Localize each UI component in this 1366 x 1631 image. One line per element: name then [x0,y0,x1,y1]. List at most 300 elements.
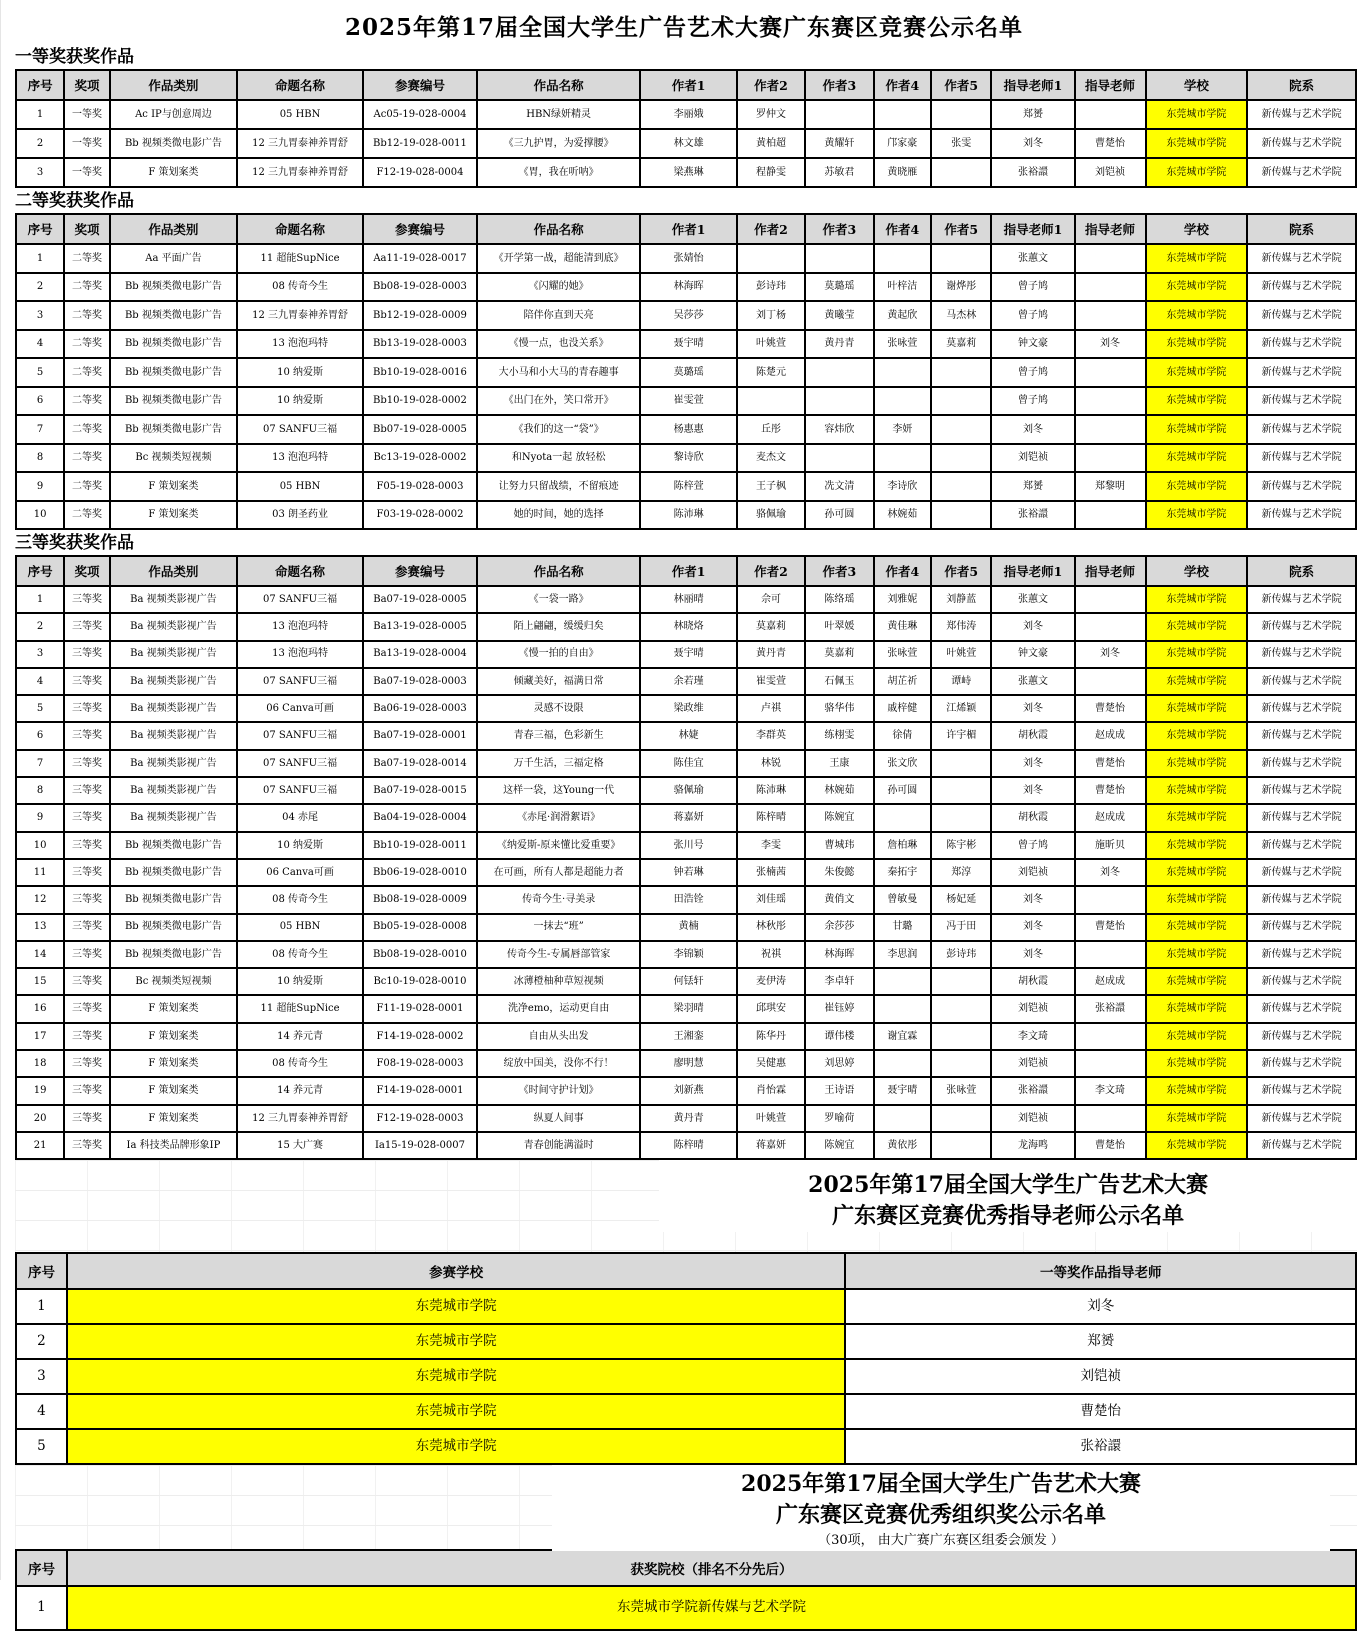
table-cell: 廖明慧 [640,1050,736,1077]
table-cell: Ia 科技类品牌形象IP [110,1132,237,1159]
table-cell: 洗净emo，运动更自由 [477,995,640,1022]
table-cell: 三等奖 [64,941,110,968]
award-table-3 [15,555,1357,1160]
table-cell [874,804,932,831]
table-cell: 新传媒与艺术学院 [1247,444,1356,473]
table-cell: Bb10-19-028-0016 [363,358,477,387]
table-cell: 新传媒与艺术学院 [1247,358,1356,387]
table-cell: F 策划案类 [110,1105,237,1132]
table-cell: 新传媒与艺术学院 [1247,941,1356,968]
column-header: 序号 [16,1550,67,1586]
school-cell: 东莞城市学院 [1146,777,1248,804]
table-cell: 一抹去“班” [477,914,640,941]
table-cell: 12 三九胃泰神养胃舒 [237,129,363,158]
table-cell: 钟文豪 [991,330,1074,359]
table-cell: 3 [16,301,64,330]
column-header: 院系 [1247,556,1356,586]
table-cell: 田浩铨 [640,886,736,913]
table-cell: 刘思婷 [805,1050,873,1077]
table-cell: 二等奖 [64,244,110,273]
table-cell: 她的时间，她的选择 [477,501,640,530]
table-cell: 聂宇晴 [640,641,736,668]
table-cell: 新传媒与艺术学院 [1247,472,1356,501]
org-award-title-line1: 2025年第17届全国大学生广告艺术大赛 [741,1471,1141,1498]
table-row [16,832,1356,859]
table-cell: 在可画，所有人都是超能力者 [477,859,640,886]
table-cell: 一等奖 [64,158,110,187]
org-award-table [15,1549,1357,1631]
table-cell: 三等奖 [64,995,110,1022]
table-cell: 4 [16,668,64,695]
table-cell: 刘冬 [991,750,1074,777]
school-cell: 东莞城市学院 [1146,859,1248,886]
table-cell: 曾子鸠 [991,387,1074,416]
table-cell [1075,886,1146,913]
table-cell: 林文雄 [640,129,736,158]
table-cell: 罗喻荷 [805,1105,873,1132]
table-cell: 11 超能SupNice [237,244,363,273]
table-cell: 自由从头出发 [477,1023,640,1050]
table-cell: Ba 视频类影视广告 [110,668,237,695]
table-cell [1075,273,1146,302]
table-cell: 07 SANFU三福 [237,777,363,804]
table-cell: 聂宇晴 [640,330,736,359]
table-cell: 15 大广赛 [237,1132,363,1159]
table-cell: 刘铠祯 [991,995,1074,1022]
column-header: 作者3 [805,214,873,244]
teacher-list-title-band [15,1160,1357,1252]
table-cell: 许宇楣 [931,722,991,749]
table-cell: 郑伟涛 [931,613,991,640]
table-cell: 2 [16,129,64,158]
table-cell: 03 朗圣药业 [237,501,363,530]
table-cell [805,387,873,416]
award-table-1 [15,69,1357,188]
table-cell: Bb 视频类微电影广告 [110,914,237,941]
table-cell: 新传媒与艺术学院 [1247,415,1356,444]
column-header: 作者5 [931,70,991,100]
table-cell: Ba13-19-028-0005 [363,613,477,640]
column-header: 指导老师 [1075,556,1146,586]
table-cell: 林婉茹 [805,777,873,804]
school-cell: 东莞城市学院 [67,1359,846,1394]
table-cell: 陈宇彬 [931,832,991,859]
table-cell: Bc13-19-028-0002 [363,444,477,473]
table-cell: 陈佳宜 [640,750,736,777]
table-cell: 何铥轩 [640,968,736,995]
column-header: 指导老师 [1075,214,1146,244]
table-cell: 龙海鸣 [991,1132,1074,1159]
school-cell: 东莞城市学院 [1146,995,1248,1022]
table-cell: 练栩雯 [805,722,873,749]
table-cell: 刘冬 [1075,641,1146,668]
table-cell: 骆佩瑜 [640,777,736,804]
table-cell: 冼文清 [805,472,873,501]
table-cell: 2 [16,613,64,640]
table-cell: 刘冬 [991,695,1074,722]
column-header: 一等奖作品指导老师 [845,1253,1356,1289]
table-cell: 三等奖 [64,668,110,695]
table-cell: 戚梓健 [874,695,932,722]
table-cell: 梁政维 [640,695,736,722]
column-header: 序号 [16,556,64,586]
table-cell: 08 传奇今生 [237,941,363,968]
table-cell: 刘冬 [991,914,1074,941]
table-cell: 王诗语 [805,1077,873,1104]
table-cell: 陈梓萱 [640,472,736,501]
teacher-list-title-line1: 2025年第17届全国大学生广告艺术大赛 [808,1172,1208,1199]
table-cell: 蒋嘉妍 [640,804,736,831]
table-cell: 新传媒与艺术学院 [1247,1105,1356,1132]
table-cell: 孙可圆 [805,501,873,530]
table-cell: 三等奖 [64,641,110,668]
school-cell: 东莞城市学院 [1146,1050,1248,1077]
table-cell: 9 [16,472,64,501]
table-cell: 三等奖 [64,613,110,640]
table-cell [874,1050,932,1077]
table-cell [931,444,991,473]
table-cell [931,472,991,501]
column-header: 作者2 [737,70,805,100]
school-cell: 东莞城市学院 [1146,641,1248,668]
table-cell: 张婧怡 [640,244,736,273]
table-cell: 张裕譞 [1075,995,1146,1022]
org-award-title-band [15,1465,1357,1549]
table-cell: 邝家豪 [874,129,932,158]
table-cell: 黎诗欣 [640,444,736,473]
table-cell: 三等奖 [64,1105,110,1132]
column-header: 作品类别 [110,214,237,244]
table-cell: 秦拓宇 [874,859,932,886]
table-cell: F14-19-028-0001 [363,1077,477,1104]
table-cell: 2 [16,1324,67,1359]
table-cell: 07 SANFU三福 [237,722,363,749]
table-cell: 李雯 [737,832,805,859]
table-cell: 麦伊涛 [737,968,805,995]
table-row [16,1359,1356,1394]
column-header: 指导老师1 [991,70,1074,100]
table-cell [1075,586,1146,613]
table-row [16,695,1356,722]
table-cell: F05-19-028-0003 [363,472,477,501]
table-cell: Ba 视频类影视广告 [110,804,237,831]
column-header: 作者1 [640,556,736,586]
table-row [16,129,1356,158]
table-cell: 三等奖 [64,1077,110,1104]
table-cell: 李妍 [874,415,932,444]
table-cell [931,387,991,416]
table-cell: 黄俏文 [805,886,873,913]
table-cell: 三等奖 [64,1050,110,1077]
table-cell: 林秋彤 [737,914,805,941]
table-cell: 倾藏美好，福满日常 [477,668,640,695]
table-cell: Bb 视频类微电影广告 [110,941,237,968]
column-header: 作者4 [874,70,932,100]
table-cell: 和Nyota一起 放轻松 [477,444,640,473]
table-row [16,1324,1356,1359]
school-cell: 东莞城市学院 [1146,695,1248,722]
column-header: 作者4 [874,556,932,586]
table-cell: 张楠茜 [737,859,805,886]
table-cell: 郑赟 [991,100,1074,129]
table-cell: 11 [16,859,64,886]
table-cell: 莫璐瑶 [805,273,873,302]
table-cell [1075,387,1146,416]
table-cell: 让努力只留战绩，不留痕迹 [477,472,640,501]
table-cell: 刘静蓝 [931,586,991,613]
school-cell: 东莞城市学院 [1146,941,1248,968]
table-cell: 肖怡霖 [737,1077,805,1104]
table-cell: 新传媒与艺术学院 [1247,1023,1356,1050]
table-row [16,668,1356,695]
table-cell: 二等奖 [64,472,110,501]
table-cell: 施昕贝 [1075,832,1146,859]
table-cell: 曾子鸠 [991,301,1074,330]
table-cell: Ba 视频类影视广告 [110,586,237,613]
table-cell: Bb 视频类微电影广告 [110,301,237,330]
school-cell: 东莞城市学院 [1146,1023,1248,1050]
table-cell: 《我们的这一“袋”》 [477,415,640,444]
table-cell: 刘冬 [991,777,1074,804]
table-cell: 新传媒与艺术学院 [1247,804,1356,831]
table-cell: F 策划案类 [110,472,237,501]
table-cell: 聂宇晴 [874,1077,932,1104]
column-header: 作者2 [737,556,805,586]
table-cell: 13 [16,914,64,941]
table-cell: 林海晖 [805,941,873,968]
school-cell: 东莞城市学院 [1146,668,1248,695]
table-cell: 江烯颖 [931,695,991,722]
table-cell: 1 [16,1289,67,1324]
table-cell: Bb 视频类微电影广告 [110,387,237,416]
table-cell: Bb 视频类微电影广告 [110,330,237,359]
table-row [16,273,1356,302]
table-cell: 张雯 [931,129,991,158]
school-cell: 东莞城市学院 [1146,330,1248,359]
table-cell: 陈梓晴 [640,1132,736,1159]
table-cell: 黄依彤 [874,1132,932,1159]
table-cell: 曾子鸠 [991,273,1074,302]
table-cell: 07 SANFU三福 [237,750,363,777]
table-row [16,158,1356,187]
table-cell: 二等奖 [64,358,110,387]
table-cell: 14 [16,941,64,968]
table-cell: 新传媒与艺术学院 [1247,641,1356,668]
table-cell: 新传媒与艺术学院 [1247,750,1356,777]
table-cell: 梁羽晴 [640,995,736,1022]
school-cell: 东莞城市学院 [1146,415,1248,444]
column-header: 院系 [1247,70,1356,100]
table-cell: 新传媒与艺术学院 [1247,501,1356,530]
table-cell: Ba 视频类影视广告 [110,722,237,749]
school-cell: 东莞城市学院新传媒与艺术学院 [67,1586,1356,1630]
table-cell: Ia15-19-028-0007 [363,1132,477,1159]
column-header: 序号 [16,1253,67,1289]
school-cell: 东莞城市学院 [1146,501,1248,530]
table-cell: 曹楚怡 [845,1394,1356,1429]
table-cell: 黄楠 [640,914,736,941]
table-cell: Bb 视频类微电影广告 [110,886,237,913]
school-cell: 东莞城市学院 [1146,273,1248,302]
table-cell: 林海晖 [640,273,736,302]
column-header: 作者1 [640,214,736,244]
table-cell: Ba04-19-028-0004 [363,804,477,831]
table-cell: 杨妃延 [931,886,991,913]
column-header: 获奖院校（排名不分先后） [67,1550,1356,1586]
table-cell: 张裕譞 [991,1077,1074,1104]
column-header: 参赛编号 [363,70,477,100]
column-header: 作品名称 [477,70,640,100]
table-cell: 绽放中国美，没你不行！ [477,1050,640,1077]
table-cell [1075,941,1146,968]
table-cell: F 策划案类 [110,995,237,1022]
column-header: 命题名称 [237,214,363,244]
table-cell: 7 [16,750,64,777]
table-cell: Bc10-19-028-0010 [363,968,477,995]
table-cell: 石佩玉 [805,668,873,695]
table-cell: 二等奖 [64,415,110,444]
page-title: 2025年第17届全国大学生广告艺术大赛广东赛区竞赛公示名单 [344,14,1024,41]
school-cell: 东莞城市学院 [1146,100,1248,129]
table-cell: 邱琪安 [737,995,805,1022]
table-row [16,859,1356,886]
table-row [16,100,1356,129]
table-cell: 14 养元青 [237,1077,363,1104]
table-cell: Ba06-19-028-0003 [363,695,477,722]
table-cell: 8 [16,777,64,804]
school-cell: 东莞城市学院 [1146,722,1248,749]
table-cell [1075,613,1146,640]
table-cell: 新传媒与艺术学院 [1247,301,1356,330]
org-award-title-line2: 广东赛区竞赛优秀组织奖公示名单 [775,1502,1106,1529]
table-cell: 程静雯 [737,158,805,187]
school-cell: 东莞城市学院 [1146,301,1248,330]
school-cell: 东莞城市学院 [1146,244,1248,273]
table-cell: 三等奖 [64,722,110,749]
table-cell: Bb 视频类微电影广告 [110,832,237,859]
table-cell: Bb13-19-028-0003 [363,330,477,359]
table-cell: Bb 视频类微电影广告 [110,859,237,886]
table-cell: 彭诗玮 [931,941,991,968]
table-cell: 刘铠祯 [991,1050,1074,1077]
table-cell [805,100,873,129]
table-row [16,804,1356,831]
table-cell: 曹楚怡 [1075,1132,1146,1159]
table-cell: 新传媒与艺术学院 [1247,995,1356,1022]
table-cell: 余若瑾 [640,668,736,695]
table-cell: 《时间守护计划》 [477,1077,640,1104]
table-cell: 3 [16,641,64,668]
table-row [16,330,1356,359]
school-cell: 东莞城市学院 [1146,1077,1248,1104]
column-header: 院系 [1247,214,1356,244]
table-cell: 苏敏君 [805,158,873,187]
table-row [16,1394,1356,1429]
table-cell: 郑赟 [845,1324,1356,1359]
table-cell: Bb10-19-028-0002 [363,387,477,416]
table-cell: 三等奖 [64,968,110,995]
table-cell [931,358,991,387]
table-cell: 张蕙文 [991,586,1074,613]
table-cell [931,1132,991,1159]
table-cell: F 策划案类 [110,158,237,187]
table-cell: 黄曦莹 [805,301,873,330]
table-cell: 传奇今生-专属唇部管家 [477,941,640,968]
table-cell: 林丽晴 [640,586,736,613]
table-cell: 曾敏曼 [874,886,932,913]
header-row [16,556,1356,586]
table-cell [1075,444,1146,473]
table-cell: 04 赤尾 [237,804,363,831]
table-cell [805,444,873,473]
column-header: 学校 [1146,214,1248,244]
school-cell: 东莞城市学院 [1146,1132,1248,1159]
table-cell: 三等奖 [64,695,110,722]
table-cell: 谭伟楼 [805,1023,873,1050]
table-cell: 马杰林 [931,301,991,330]
table-cell: 三等奖 [64,1023,110,1050]
table-cell: Bb 视频类微电影广告 [110,129,237,158]
table-cell: 12 三九胃泰神养胃舒 [237,301,363,330]
table-cell: 21 [16,1132,64,1159]
table-cell: 孙可圆 [874,777,932,804]
table-cell: 灵感不设限 [477,695,640,722]
table-cell: 陈楚元 [737,358,805,387]
table-cell: 二等奖 [64,273,110,302]
table-cell: 崔雯萱 [737,668,805,695]
table-row [16,387,1356,416]
table-cell [1075,668,1146,695]
table-cell: 刘冬 [991,129,1074,158]
table-cell [931,1105,991,1132]
table-cell: F14-19-028-0002 [363,1023,477,1050]
table-cell: 刘铠祯 [991,859,1074,886]
table-row [16,777,1356,804]
table-cell: F08-19-028-0003 [363,1050,477,1077]
table-cell: Ac IP与创意周边 [110,100,237,129]
table-cell: Ba07-19-028-0015 [363,777,477,804]
table-cell: 新传媒与艺术学院 [1247,859,1356,886]
award-table-2 [15,213,1357,530]
table-cell [1075,501,1146,530]
table-cell: 新传媒与艺术学院 [1247,586,1356,613]
table-cell [931,777,991,804]
table-row [16,501,1356,530]
table-cell: 王子枫 [737,472,805,501]
table-cell: 《赤尾·润滑絮语》 [477,804,640,831]
table-cell: 新传媒与艺术学院 [1247,613,1356,640]
teacher-table [15,1252,1357,1465]
table-cell [931,804,991,831]
table-cell: Ac05-19-028-0004 [363,100,477,129]
table-cell: Ba07-19-028-0003 [363,668,477,695]
table-cell: 杨惠惠 [640,415,736,444]
table-cell: 10 [16,501,64,530]
table-cell [1075,415,1146,444]
school-cell: 东莞城市学院 [67,1429,846,1464]
table-cell: 崔钰婷 [805,995,873,1022]
table-cell: 三等奖 [64,1132,110,1159]
table-cell: 李思润 [874,941,932,968]
table-cell: 12 三九胃泰神养胃舒 [237,1105,363,1132]
table-cell: 彭诗玮 [737,273,805,302]
table-cell: 詹柏琳 [874,832,932,859]
section-title: 三等奖获奖作品 [15,533,134,553]
table-cell: 新传媒与艺术学院 [1247,832,1356,859]
table-cell: 刘雅妮 [874,586,932,613]
table-row [16,1289,1356,1324]
table-cell: F03-19-028-0002 [363,501,477,530]
